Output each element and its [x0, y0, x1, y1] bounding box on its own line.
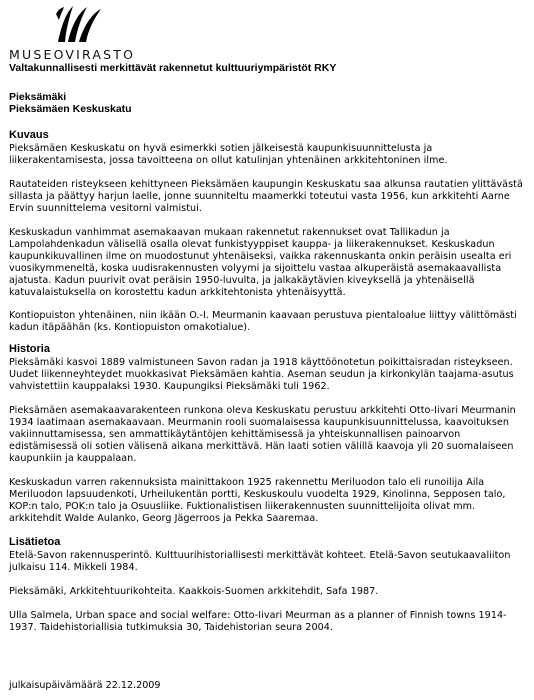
section-heading-kuvaus: Kuvaus: [9, 129, 49, 141]
section-heading-lisatietoa: Lisätietoa: [9, 536, 61, 548]
lisatietoa-reference: Ulla Salmela, Urban space and social welfare: Otto-Iivari Meurman as a planner of Finnish towns 1914-1937. Taidehistoriallisia tutkimuksia 30, Taidehistorian seura 2004.: [9, 610, 507, 633]
lisatietoa-reference: Pieksämäki, Arkkitehtuurikohteita. Kaakkois-Suomen arkkitehdit, Safa 1987.: [9, 586, 379, 597]
lisatietoa-reference: Etelä-Savon rakennusperintö. Kulttuurihistoriallisesti merkittävät kohteet. Etelä-Savon seutukaavaliiton julkaisu 114. Mikkeli 1984.: [9, 550, 511, 573]
historia-paragraph: Pieksämäki kasvoi 1889 valmistuneen Savon radan ja 1918 käyttöönotetun poikittaisradan risteykseen. Uudet liikenneyhteydet muokkasivat Pieksämäen kahtia. Aseman seudun ja kirkonkylän taajama-asutus vahvistettiin kauppalaksi 1930. Kaupungiksi Pieksämäki tuli 1962.: [9, 357, 514, 392]
kuvaus-paragraph: Keskuskadun vanhimmat asemakaavan mukaan rakennetut rakennukset ovat Tallikadun ja Lampolahdenkadun välisellä osalla olevat funkistyyppiset kauppa- ja liikerakennukset. Keskuskadun kaupunkikuvallinen ilme on muodostunut yhtenäiseksi, vaikka rakennuskanta onkin peräisin usealta eri vuosikymmeneltä, koska uudisrakennusten volyymi ja sijoittelu vastaa alkuperäistä asemakaavallista ajatusta. Kadun puurivit ovat peräisin 1950-luvulta, ja jalkakäytävien kiveyksellä ja yhtenäisellä katuvalaistuksella on korostettu kadun arkkitehtonista yhtenäisyyttä.: [9, 227, 512, 298]
kuvaus-paragraph: Pieksämäen Keskuskatu on hyvä esimerkki sotien jälkeisestä kaupunkisuunnittelusta ja liikerakentamisesta, jossa tavoitteena on ollut katulinjan yhtenäinen arkkitehtoninen ilme.: [9, 143, 448, 166]
document-subtitle: Valtakunnallisesti merkittävät rakennetut kulttuuriympäristöt RKY: [9, 62, 337, 74]
kuvaus-paragraph: Kontiopuiston yhtenäinen, niin ikään O.-I. Meurmanin kaavaan perustuva pientaloalue liittyy välittömästi kadun itäpäähän (ks. Kontiopuiston omakotialue).: [9, 310, 517, 333]
historia-paragraph: Keskuskadun varren rakennuksista mainittakoon 1925 rakennettu Meriluodon talo eli runoilija Aila Meriluodon lapsuudenkoti, Urheilukentän portti, Keskuskoulu vuodelta 1929, Kinolinna, Sepposen talo, KOP:n talo, POK:n talo ja Osuusliike. Fuktionalistisen liikerakennusten suunnittelijoita olivat mm. arkkitehdit Walde Aulanko, Georg Jägerroos ja Pekka Saaremaa.: [9, 477, 506, 524]
site-name: Pieksämäen Keskuskatu: [9, 103, 132, 115]
museovirasto-emblem-icon: [55, 4, 105, 44]
historia-paragraph: Pieksämäen asemakaavarakenteen runkona oleva Keskuskatu perustuu arkkitehti Otto-Iivari Meurmanin 1934 laatimaan asemakaavaan. Meurmanin rooli suomalaisessa kaupunkisuunnittelussa, kaavoituksen vakiinnuttamisessa, sen ammattikäytäntöjen kehittämisessä ja yhteiskunnallisen painoarvon edistämisessä oli sotien välisenä aikana merkittävä. Hän laati sotien välillä kaavoja yli 20 suomalaiseen kaupunkiin ja kauppalaan.: [9, 405, 516, 464]
municipality-name: Pieksämäki: [9, 91, 67, 103]
section-heading-historia: Historia: [9, 343, 50, 355]
kuvaus-paragraph: Rautateiden risteykseen kehittyneen Pieksämäen kaupungin Keskuskatu saa alkunsa rautatien ylittävästä sillasta ja päättyy harjun laelle, jonne suunniteltu maamerkki toteutui vasta 1956, kun arkkitehti Aarne Ervin suunnittelema vesitorni valmistui.: [9, 179, 523, 214]
document-body: [9, 62, 524, 634]
museovirasto-logo: [9, 4, 169, 62]
publication-date: julkaisupäivämäärä 22.12.2009: [9, 680, 161, 691]
logo-wordmark: MUSEOVIRASTO: [9, 47, 136, 62]
